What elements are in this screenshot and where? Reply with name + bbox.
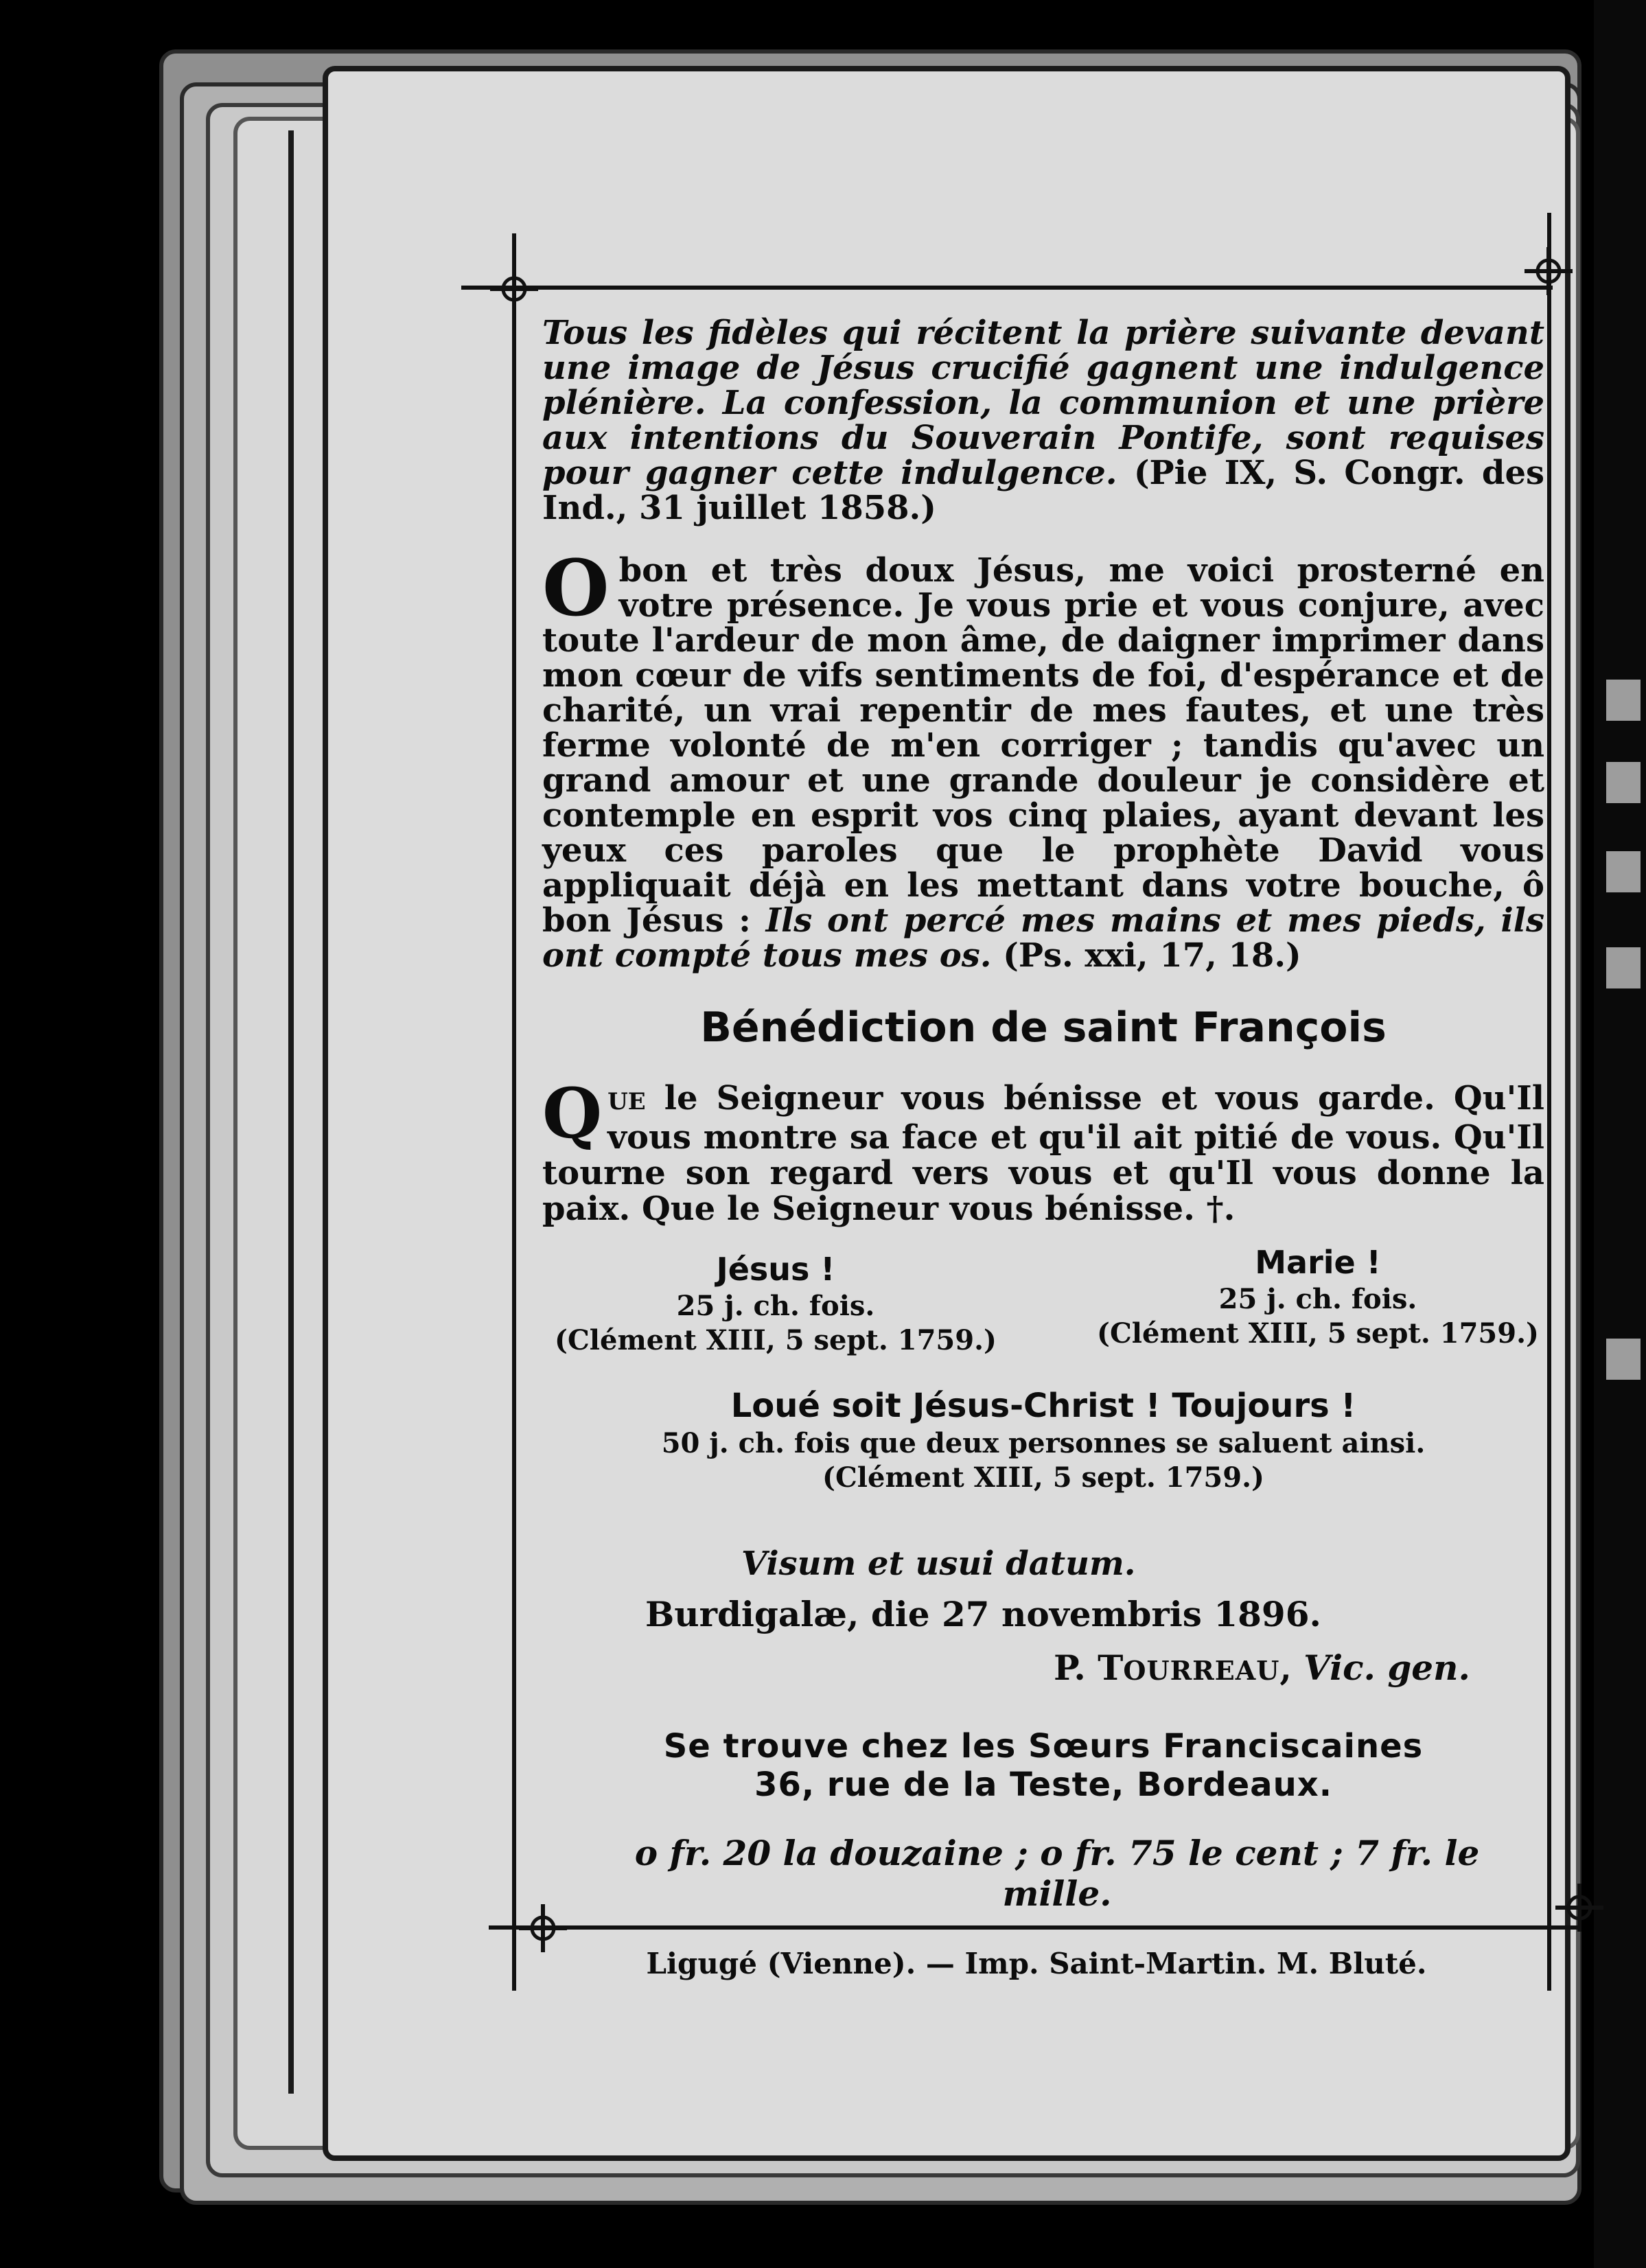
- frame-corner-cross-icon: [1555, 1884, 1603, 1932]
- indulgence-marie-line1: 25 j. ch. fois.: [1218, 1283, 1417, 1315]
- signer-title: Vic. gen.: [1303, 1647, 1470, 1688]
- indulgence-marie-title: Marie !: [1255, 1244, 1381, 1281]
- blessing-body: le Seigneur vous bénisse et vous garde. Qu'Il vous montre sa face et qu'il ait pitié de vous. Qu'Il tourne son regard vers vous et qu'Il vous donne la paix. Que le Seigneur vous bénisse. †.: [542, 1079, 1544, 1228]
- signer-line: P. TOURREAU, Vic. gen.: [1054, 1647, 1470, 1688]
- intro-reference: (Pie IX, S. Congr. des Ind., 31 juillet 1858.): [542, 454, 1545, 527]
- seller-line2: 36, rue de la Teste, Bordeaux.: [754, 1766, 1332, 1804]
- adjacent-page-fragment: [1606, 762, 1641, 803]
- frame-corner-cross-icon: [519, 1904, 567, 1952]
- blessing-text: [542, 1073, 1544, 1228]
- intro-text: Tous les fidèles qui récitent la prière suivante devant une image de Jésus crucifié gagnent une indulgence plénière. La confession, la communion et une prière aux intentions du Souverain Pontife, sont requises pour gagner cette indulgence.: [542, 314, 1544, 492]
- adjacent-page-fragment: [1606, 680, 1641, 721]
- prayer-quote: Ils ont percé mes mains et mes pieds, ils ont compté tous mes os.: [542, 901, 1544, 975]
- indulgence-jesus-title: Jésus !: [716, 1251, 835, 1288]
- signer-smallcaps: OURREAU: [1123, 1655, 1280, 1686]
- indulgence-marie-line2: (Clément XIII, 5 sept. 1759.): [1097, 1317, 1539, 1350]
- frame-corner-cross-icon: [1525, 247, 1573, 295]
- greeting-title: Loué soit Jésus-Christ ! Toujours !: [730, 1387, 1356, 1425]
- greeting-line1: 50 j. ch. fois que deux personnes se saluent ainsi.: [661, 1427, 1426, 1459]
- blessing-heading: Bénédiction de saint François: [700, 1004, 1387, 1052]
- frame-left-rule: [512, 233, 516, 1991]
- frame-top-rule: [461, 286, 1553, 290]
- prayer-body: bon et très doux Jésus, me voici prosterné en votre présence. Je vous prie et vous conjure, avec toute l'ardeur de mon âme, de daigner imprimer dans mon cœur de vifs sentiments de foi, d'espérance et de charité, un vrai repentir de mes fautes, et une très ferme volonté de m'en corriger ; tandis qu'avec un grand amour et une grande douleur je considère et contemple en esprit vos cinq plaies, ayant devant les yeux ces paroles que le prophète David vous appliquait déjà en les mettant dans votre bouche, ô bon Jésus :: [542, 551, 1544, 940]
- prayer-drop-cap: O: [542, 544, 610, 634]
- greeting-line2: (Clément XIII, 5 sept. 1759.): [822, 1461, 1264, 1494]
- visum-line: Visum et usui datum.: [741, 1544, 1136, 1583]
- adjacent-page-fragment: [1606, 1339, 1641, 1380]
- printer-imprint: Ligugé (Vienne). — Imp. Saint-Martin. M. Bluté.: [646, 1947, 1427, 1980]
- adjacent-page-fragment: [1606, 947, 1641, 988]
- indulgence-intro: [542, 316, 1544, 526]
- indulgence-jesus-line2: (Clément XIII, 5 sept. 1759.): [555, 1324, 997, 1356]
- price-line: o fr. 20 la douzaine ; o fr. 75 le cent ; 7 fr. le mille.: [634, 1833, 1480, 1914]
- adjacent-page-fragment: [1606, 851, 1641, 892]
- indulgence-jesus-line1: 25 j. ch. fois.: [676, 1290, 875, 1322]
- signer-initial: P. T: [1054, 1647, 1124, 1688]
- prayer-text: [542, 544, 1544, 975]
- frame-bottom-rule: [489, 1925, 1580, 1930]
- seller-line1: Se trouve chez les Sœurs Franciscaines: [663, 1727, 1424, 1766]
- indulgence-jesus: [549, 1249, 1002, 1358]
- card-edge-line: [288, 130, 294, 2094]
- indulgence-marie: [1085, 1242, 1551, 1351]
- indulgence-greeting: [542, 1385, 1544, 1495]
- prayer-reference: (Ps. xxi, 17, 18.): [1003, 936, 1301, 975]
- frame-corner-cross-icon: [490, 265, 538, 313]
- blessing-smallcaps: UE: [607, 1088, 646, 1115]
- seller-info: [542, 1727, 1544, 1804]
- place-date-line: Burdigalæ, die 27 novembris 1896.: [645, 1594, 1321, 1634]
- blessing-drop-cap: Q: [542, 1073, 603, 1154]
- frame-right-rule: [1547, 213, 1551, 1991]
